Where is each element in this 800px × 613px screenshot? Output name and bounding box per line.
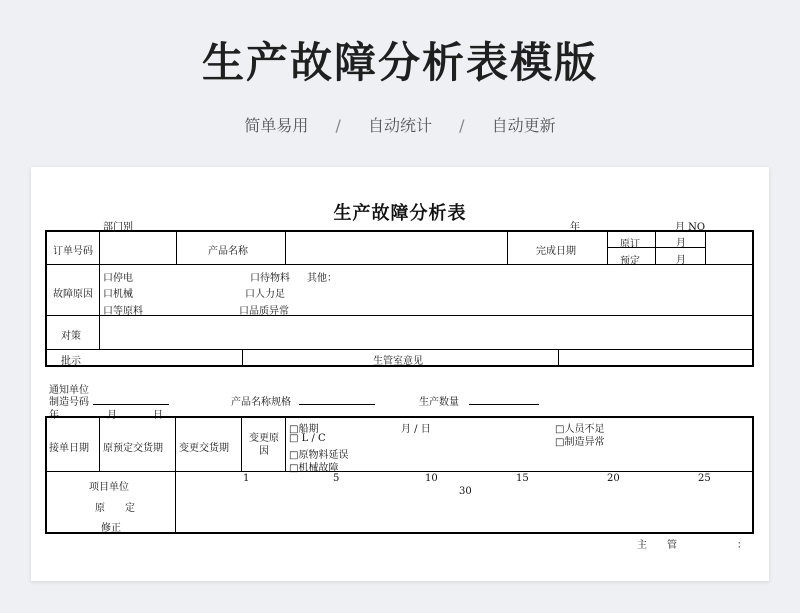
order-no-label: 订单号码 [53,246,93,257]
scheduled-label: 预定 [620,256,640,267]
receive-date-label: 接单日期 [49,443,89,454]
changed-delivery-label: 变更交货期 [179,443,229,454]
tag-separator: / [459,116,465,135]
tag-auto-update: 自动更新 [491,116,556,135]
production-opinion-label: 生管室意见 [373,356,423,367]
orig-plan-label: 原 定 [95,503,135,514]
month-no-label: 月 NO [675,222,706,233]
day-tick-30: 30 [459,486,472,497]
product-spec-label: 产品名称规格 [231,397,291,408]
year-label: 年 [570,222,580,233]
orig-delivery-label: 原预定交货期 [103,443,163,454]
day-tick-20: 20 [607,473,620,484]
cause-power-outage: 口停电 [103,273,133,284]
cause-quality: 口品质异常 [239,306,289,317]
day-tick-25: 25 [698,473,711,484]
month-label-2: 月 [676,255,686,266]
quantity-label: 生产数量 [419,397,459,408]
document-title: 生产故障分析表 [333,203,467,224]
revised-label: 修正 [101,523,121,534]
cause-raw-material: 口等原料 [103,306,143,317]
reason-lc: □ L / C [289,433,326,444]
delivery-table [45,416,754,534]
tag-easy: 简单易用 [244,116,309,135]
day-tick-1: 1 [243,473,250,484]
cause-machine: 口机械 [103,289,133,300]
year-label-2: 年 [49,410,59,421]
change-reason-label: 变更原因 [249,433,279,457]
countermeasure-label: 对策 [61,331,81,342]
product-name-label: 产品名称 [208,246,248,257]
item-unit-label: 项目单位 [89,482,129,493]
cause-label: 故障原因 [53,289,93,300]
cause-other: 其他： [307,273,337,284]
reason-staff-shortage: □人员不足 [555,424,605,435]
page-title: 生产故障分析表模版 [201,38,598,87]
day-tick-15: 15 [516,473,529,484]
reason-machine-fault: □机械故障 [289,463,339,474]
day-label: 日 [153,410,163,421]
reason-mfg-abnormal: □制造异常 [555,437,605,448]
finish-date-label: 完成日期 [536,246,576,257]
cause-manpower: 口人力足 [245,289,285,300]
cause-waiting-material: 口待物料 [250,273,290,284]
dept-label: 部门别 [103,222,133,233]
day-tick-5: 5 [333,473,340,484]
day-tick-10: 10 [425,473,438,484]
notice-unit-label: 通知单位 [49,385,89,396]
month-label-1: 月 [676,238,686,249]
fault-table [45,230,754,367]
tag-auto-stat: 自动统计 [367,116,432,135]
approval-label: 批示 [61,356,81,367]
supervisor-colon: ： [737,540,747,551]
mfg-no-label: 制造号码 [49,397,89,408]
month-day-label: 月 / 日 [401,424,431,435]
reason-shipping: □船期 [289,424,319,435]
reason-material-delay: □原物料延误 [289,450,349,461]
original-label: 原订 [620,239,640,250]
document-sheet [31,167,769,581]
tag-separator: / [335,116,341,135]
supervisor-label: 主 管 [637,540,677,551]
month-label-3: 月 [107,410,117,421]
feature-tags [0,113,800,136]
